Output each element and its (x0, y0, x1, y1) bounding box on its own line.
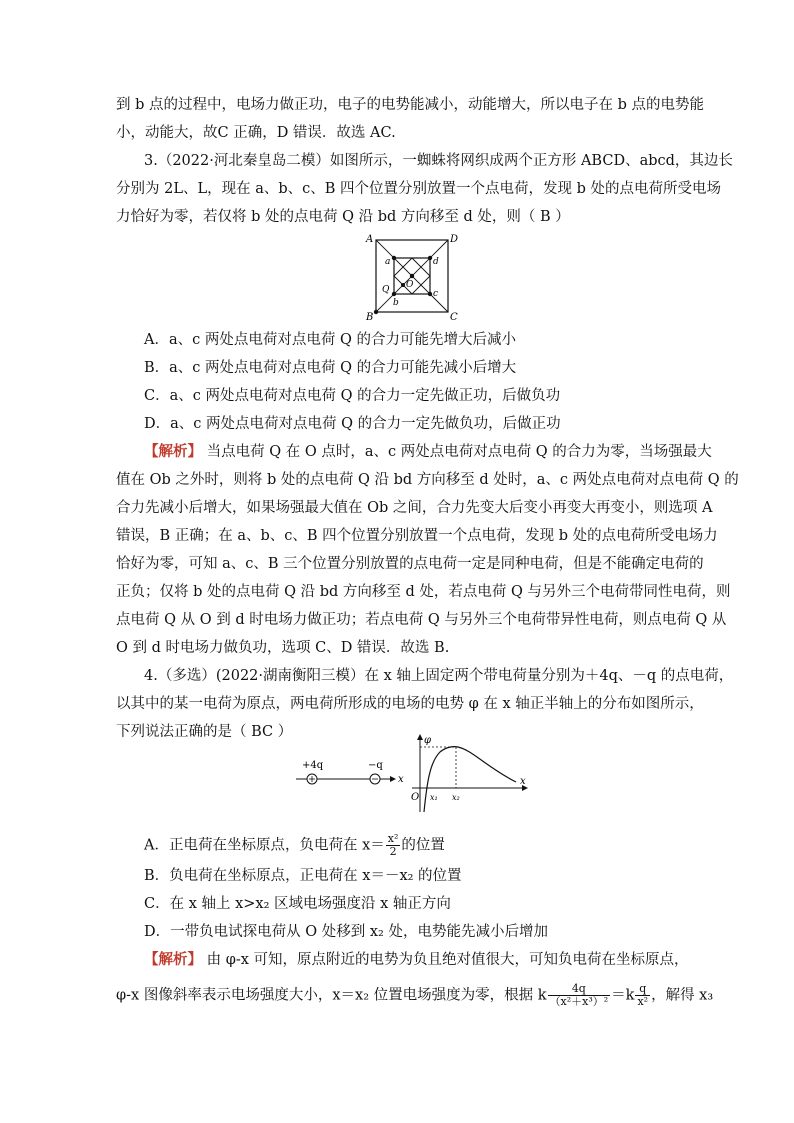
fraction-denominator: 2 (389, 845, 397, 858)
label-D: D (450, 234, 459, 245)
question-3-stem: 3.（2022·河北秦皇岛二模）如图所示，一蜘蛛将网织成两个正方形 ABCD、abcd，其边长 (144, 153, 733, 169)
label-c: c (433, 289, 439, 299)
question-4-analysis (116, 983, 713, 1008)
analysis-text: 由 φ-x 可知，原点附近的电势为负且绝对值很大，可知负电荷在坐标原点， (206, 952, 689, 968)
fraction (635, 983, 650, 1008)
point-a (392, 256, 396, 260)
label-A: A (366, 234, 374, 245)
question-3-stem: 分别为 2L、L，现在 a、b、c、B 四个位置分别放置一个点电荷，发现 b 处的点电荷所受电场 (116, 181, 722, 197)
label-x-axis: x (398, 774, 404, 785)
label-phi: φ (424, 735, 432, 746)
phi-curve (424, 747, 516, 812)
label-minus-q: −q (368, 760, 383, 771)
label-b: b (393, 298, 399, 308)
analysis-tag: 【解析】 (144, 443, 202, 460)
question-3-analysis (144, 442, 712, 462)
label-x2: x₂ (452, 793, 460, 802)
question-4-option-c: C．在 x 轴上 x>x₂ 区域电场强度沿 x 轴正方向 (144, 896, 451, 912)
label-C: C (450, 312, 458, 322)
question-3-option-d: D．a、c 两处点电荷对点电荷 Q 的合力一定先做负功，后做正功 (144, 416, 561, 432)
question-3-analysis: 正负；仅将 b 处的点电荷 Q 沿 bd 方向移至 d 处，若点电荷 Q 与另外三个电荷带同性电荷，则 (116, 584, 731, 600)
question-4-stem: 4.（多选）(2022·湖南衡阳三模）在 x 轴上固定两个带电荷量分别为＋4q、－q 的点电荷， (144, 668, 734, 684)
question-3-analysis: 恰好为零，可知 a、c、B 三个位置分别放置的点电荷一定是同种电荷，但是不能确定电荷的 (116, 556, 704, 572)
analysis-text: 当点电荷 Q 在 O 点时，a、c 两处点电荷对点电荷 Q 的合力为零，当场强最大 (206, 444, 712, 460)
question-3-analysis: 错误，B 正确；在 a、b、c、B 四个位置分别放置一个点电荷，发现 b 处的点电荷所受电场力 (116, 528, 718, 544)
fraction-denominator: （x²＋x³）² (549, 995, 609, 1008)
question-3-stem: 力恰好为零，若仅将 b 处的点电荷 Q 沿 bd 方向移至 d 处，则（ B ） (116, 209, 570, 225)
paragraph-line: 小，动能大，故C 正确，D 错误．故选 AC. (116, 125, 396, 141)
label-B: B (366, 312, 374, 322)
point-B (374, 310, 378, 314)
point-b (392, 292, 396, 296)
point-c (428, 292, 432, 296)
question-3-option-b: B．a、c 两处点电荷对点电荷 Q 的合力可能先减小后增大 (144, 360, 517, 376)
label-O: O (406, 280, 414, 290)
label-x1: x₁ (430, 793, 438, 802)
label-a: a (385, 257, 391, 267)
question-4-stem: 以其中的某一电荷为原点，两电荷所形成的电场的电势 φ 在 x 轴正半轴上的分布如图所示， (116, 696, 704, 712)
question-3-analysis: O 到 d 时电场力做负功，选项 C、D 错误．故选 B. (116, 640, 450, 656)
question-3-analysis: 点电荷 Q 从 O 到 d 时电场力做正功；若点电荷 Q 与另外三个电荷带异性电荷，则点电荷 Q 从 (116, 612, 727, 628)
paragraph-line: 到 b 点的过程中，电场力做正功，电子的电势能减小，动能增大，所以电子在 b 点的电势能 (116, 97, 704, 113)
label-plus-4q: +4q (302, 760, 324, 771)
label-origin: O (411, 792, 420, 803)
point-O (410, 274, 414, 278)
phi-x-graph (408, 732, 532, 814)
question-4-option-d: D．一带负电试探电荷从 O 处移到 x₂ 处，电势能先减小后增加 (144, 924, 548, 940)
analysis-post: ，解得 x₃ (651, 987, 714, 1004)
fraction-numerator: 4q (548, 983, 611, 996)
fraction-numerator: x² (387, 832, 399, 845)
fraction-denominator: x² (637, 995, 649, 1008)
fraction (386, 833, 401, 858)
analysis-tag: 【解析】 (144, 951, 202, 968)
question-4-stem: 下列说法正确的是（ BC ） (116, 724, 293, 740)
point-Q (401, 283, 405, 287)
question-3-analysis: 合力先减小后增大，如果场强最大值在 Ob 之间，合力先变大后变小再变大再变小，则选项 A (116, 500, 713, 516)
square-web-figure (360, 230, 464, 322)
question-4-option-a (144, 833, 445, 858)
fraction (548, 983, 611, 1008)
label-d: d (433, 257, 439, 267)
question-3-option-c: C．a、c 两处点电荷对点电荷 Q 的合力一定先做正功，后做负功 (144, 388, 561, 404)
option-a-pre: A．正电荷在坐标原点，负电荷在 x＝ (144, 837, 385, 854)
question-3-option-a: A．a、c 两处点电荷对点电荷 Q 的合力可能先增大后减小 (144, 332, 516, 348)
analysis-pre: φ-x 图像斜率表示电场强度大小，x＝x₂ 位置电场强度为零，根据 k (116, 987, 547, 1004)
label-Q: Q (382, 285, 390, 295)
question-3-analysis: 值在 Ob 之外时，则将 b 处的点电荷 Q 沿 bd 方向移至 d 处时，a、c 两处点电荷对点电荷 Q 的 (116, 472, 739, 488)
analysis-mid: ＝k (611, 987, 635, 1004)
point-d (428, 256, 432, 260)
fraction-numerator: q (635, 983, 650, 996)
charge-axis-figure (296, 756, 396, 796)
question-4-option-b: B．负电荷在坐标原点，正电荷在 x＝－x₂ 的位置 (144, 868, 462, 884)
question-4-analysis (144, 950, 689, 970)
label-x: x (520, 776, 526, 787)
option-a-post: 的位置 (401, 837, 445, 854)
